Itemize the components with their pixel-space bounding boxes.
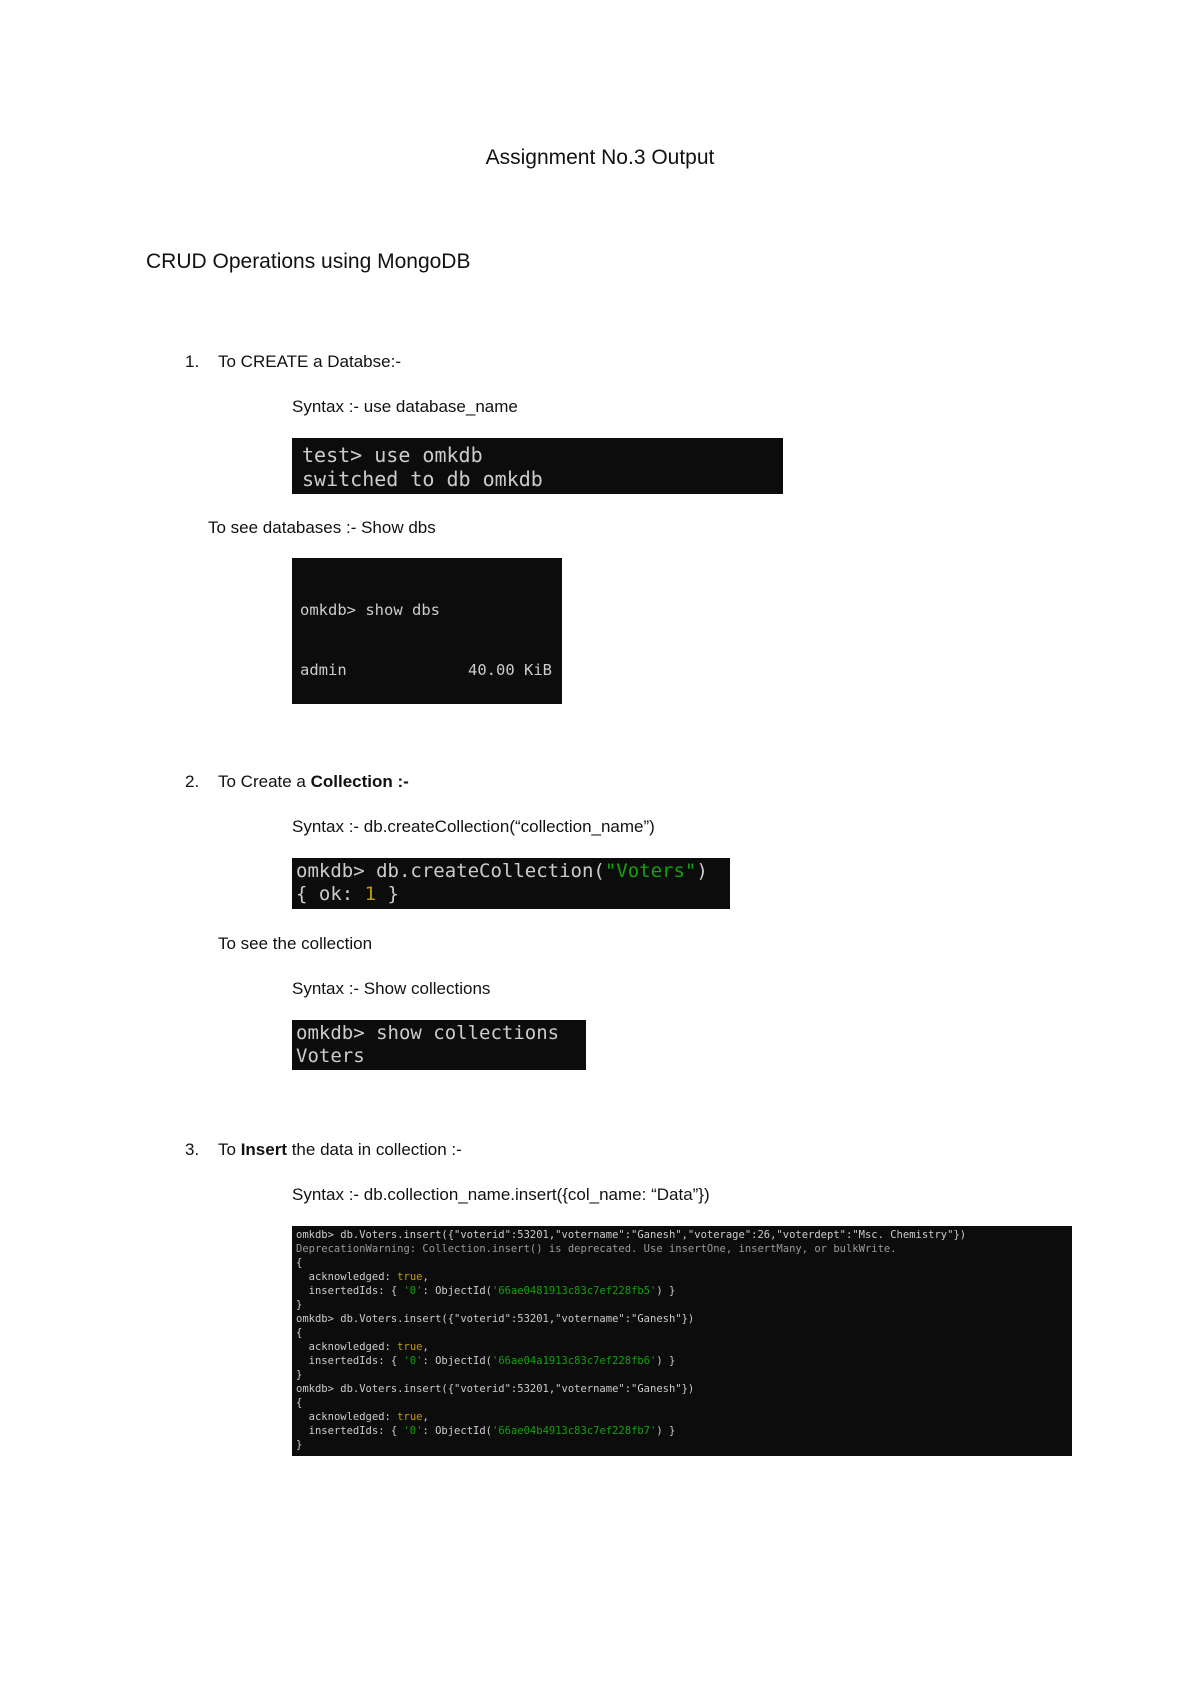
terminal-use-db: [292, 438, 783, 494]
section-3-label: [218, 1140, 462, 1160]
section-1-syntax: Syntax :- use database_name: [292, 397, 518, 416]
terminal-string: "Voters": [604, 860, 697, 882]
page-title: Assignment No.3 Output: [485, 146, 715, 169]
section-2-number: 2.: [185, 772, 200, 791]
object-id: '66ae04b4913c83c7ef228fb7': [492, 1425, 657, 1437]
terminal-brace: {: [296, 1397, 303, 1409]
label-text: To: [218, 1140, 241, 1159]
terminal-line: switched to db omkdb: [302, 467, 543, 491]
terminal-warning: DeprecationWarning: Collection.insert() is deprecated. Use insertOne, insertMany, or bulkWrite.: [296, 1243, 897, 1255]
terminal-show-collections: [292, 1020, 586, 1070]
ids-label: insertedIds: {: [308, 1425, 404, 1437]
terminal-brace: }: [296, 1439, 303, 1451]
ack-label: acknowledged:: [308, 1411, 398, 1423]
label-text: To Create a: [218, 772, 311, 791]
section-2-syntax: Syntax :- db.createCollection(“collection_name”): [292, 817, 655, 836]
db-size: 40.00 KiB: [468, 661, 552, 679]
terminal-prompt: omkdb> db.createCollection(: [296, 860, 605, 882]
label-text: the data in collection :-: [286, 1140, 462, 1159]
terminal-line: omkdb> show collections: [296, 1022, 560, 1044]
terminal-brace: }: [296, 1299, 303, 1311]
ack-value: true: [397, 1341, 423, 1353]
terminal-number: 1: [364, 883, 377, 905]
ack-value: true: [397, 1271, 423, 1283]
terminal-paren: ): [696, 860, 708, 882]
ids-end: ) }: [656, 1355, 676, 1367]
section-3-number: 3.: [185, 1140, 200, 1159]
ack-value: true: [397, 1411, 423, 1423]
terminal-command: omkdb> db.Voters.insert({"voterid":53201,"votername":"Ganesh"}): [296, 1383, 695, 1395]
ids-key: '0': [403, 1355, 423, 1367]
terminal-command: omkdb> db.Voters.insert({"voterid":53201,"votername":"Ganesh","voterage":26,"voterdept":"Msc. Chemistry"}): [296, 1229, 967, 1241]
ids-end: ) }: [656, 1285, 676, 1297]
ids-label: insertedIds: {: [308, 1285, 404, 1297]
ack-label: acknowledged:: [308, 1271, 398, 1283]
terminal-brace: {: [296, 1257, 303, 1269]
ids-key: '0': [403, 1425, 423, 1437]
ids-key: '0': [403, 1285, 423, 1297]
db-row: [300, 660, 562, 680]
section-2-label: [218, 772, 409, 792]
ids-mid: : ObjectId(: [422, 1285, 492, 1297]
terminal-insert: omkdb> db.Voters.insert({"voterid":53201,"votername":"Ganesh","voterage":26,"voterdept":"Msc. Chemistry"}) DeprecationWarning: Collection.insert() is deprecated. Use insertOne, insertMany, or bulkWrite. { acknowledged: true, insertedIds: { '0': ObjectId('66ae0481913c83c7ef228fb5') } } omkdb> db.Voters.insert({"voterid":53201,"votername":"Ganesh"}) { acknowledged: true, insertedIds: { '0': ObjectId('66ae04a1913c83c7ef228fb6') } } omkdb> db.Voters.insert({"voterid":53201,"votername":"Ganesh"}) { acknowledged: true, insertedIds: { '0': ObjectId('66ae04b4913c83c7ef228fb7') } }: [292, 1226, 1072, 1456]
terminal-line: Voters: [296, 1045, 365, 1067]
object-id: '66ae0481913c83c7ef228fb5': [492, 1285, 657, 1297]
ids-label: insertedIds: {: [308, 1355, 404, 1367]
terminal-prompt: omkdb> show dbs: [300, 601, 440, 619]
section-1-label: To CREATE a Databse:-: [218, 352, 401, 371]
terminal-command: omkdb> db.Voters.insert({"voterid":53201,"votername":"Ganesh"}): [296, 1313, 695, 1325]
object-id: '66ae04a1913c83c7ef228fb6': [492, 1355, 657, 1367]
section-3-syntax: Syntax :- db.collection_name.insert({col_name: “Data”}): [292, 1185, 710, 1204]
label-bold-text: Collection :-: [310, 772, 409, 791]
terminal-show-dbs: [292, 558, 562, 704]
db-name: admin: [300, 661, 347, 679]
section-1-number: 1.: [185, 352, 200, 371]
terminal-create-collection: [292, 858, 730, 909]
terminal-text: { ok:: [296, 883, 365, 905]
ids-mid: : ObjectId(: [422, 1355, 492, 1367]
ack-label: acknowledged:: [308, 1341, 398, 1353]
label-bold-text: Insert: [240, 1140, 287, 1159]
terminal-brace: }: [296, 1369, 303, 1381]
show-dbs-label: To see databases :- Show dbs: [208, 518, 436, 537]
terminal-brace: {: [296, 1327, 303, 1339]
terminal-line: test> use omkdb: [302, 443, 483, 467]
section-heading: CRUD Operations using MongoDB: [146, 250, 471, 273]
terminal-text: }: [376, 883, 399, 905]
ids-end: ) }: [656, 1425, 676, 1437]
ids-mid: : ObjectId(: [422, 1425, 492, 1437]
see-collection-label: To see the collection: [218, 934, 373, 953]
show-collections-syntax: Syntax :- Show collections: [292, 979, 491, 998]
